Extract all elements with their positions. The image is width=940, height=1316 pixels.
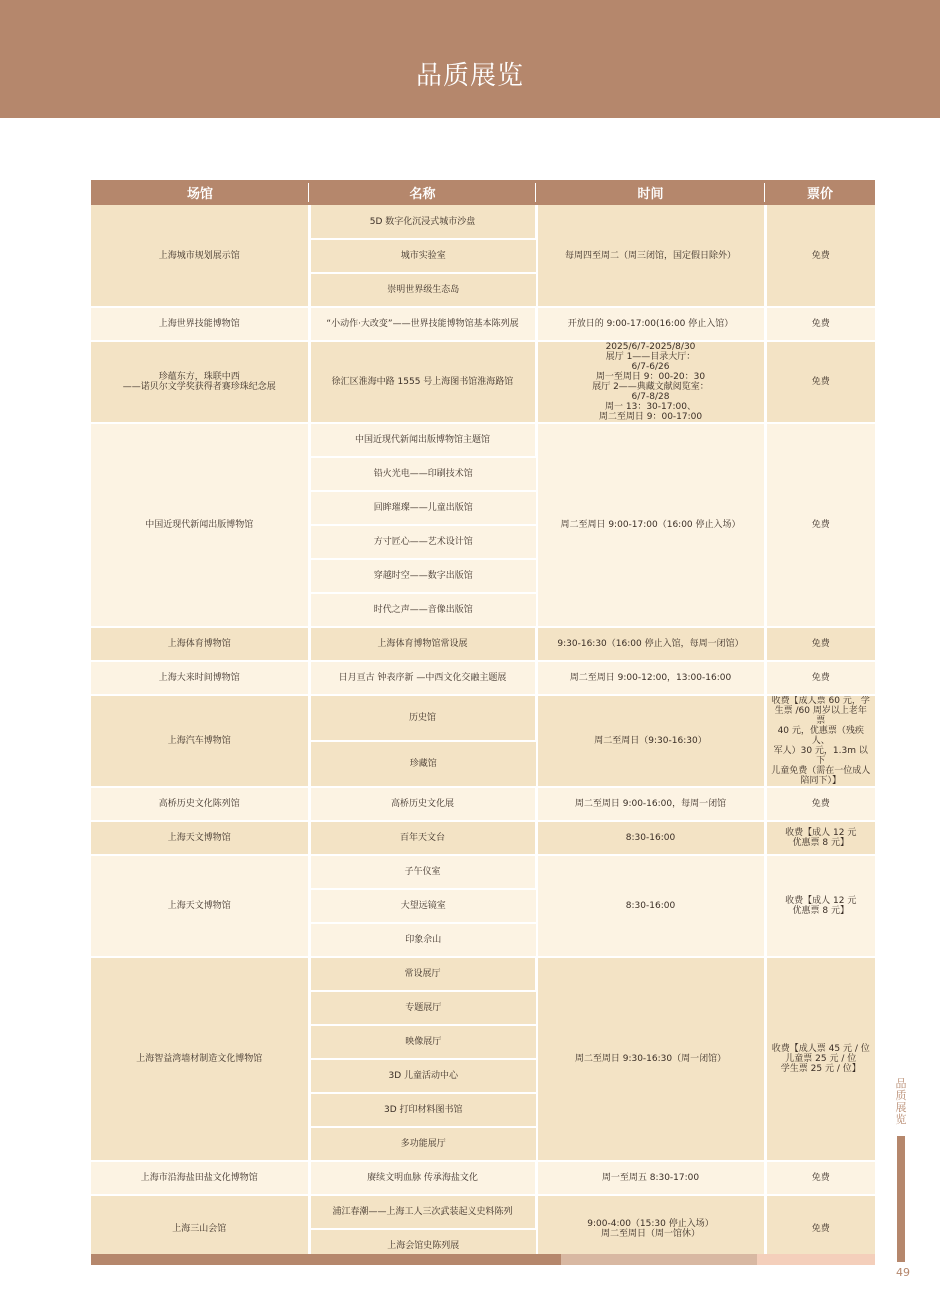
column-header-time	[536, 180, 765, 205]
exhibit-name-cell: 穿越时空——数字出版馆	[309, 559, 536, 593]
side-section-label: 品 质 展 览	[895, 1077, 907, 1126]
table-row	[91, 957, 875, 991]
price-cell: 免费	[765, 205, 875, 307]
exhibition-table	[91, 180, 875, 1264]
exhibit-name-cell: 映像展厅	[309, 1025, 536, 1059]
venue-cell: 上海市沿海盐田盐文化博物馆	[91, 1161, 309, 1195]
exhibit-name-cell: 百年天文台	[309, 821, 536, 855]
price-cell: 免费	[765, 307, 875, 341]
venue-cell: 中国近现代新闻出版博物馆	[91, 423, 309, 627]
exhibit-name-cell: 时代之声——音像出版馆	[309, 593, 536, 627]
exhibit-name-cell: 中国近现代新闻出版博物馆主题馆	[309, 423, 536, 457]
time-cell: 周二至周日 9:00-12:00，13:00-16:00	[536, 661, 765, 695]
venue-cell: 上海三山会馆	[91, 1195, 309, 1263]
exhibit-name-cell: 珍藏馆	[309, 741, 536, 787]
column-header-label: 票价	[806, 187, 833, 202]
exhibit-name-cell: 常设展厅	[309, 957, 536, 991]
exhibit-name-cell: “小动作·大改变”——世界技能博物馆基本陈列展	[309, 307, 536, 341]
exhibit-name-cell: 多功能展厅	[309, 1127, 536, 1161]
exhibit-name-cell: 铅火光电——印刷技术馆	[309, 457, 536, 491]
page-number: 49	[896, 1266, 910, 1279]
time-cell: 开放日的 9:00-17:00(16:00 停止入馆）	[536, 307, 765, 341]
table-row	[91, 205, 875, 239]
venue-cell: 上海体育博物馆	[91, 627, 309, 661]
column-header-venue	[91, 180, 309, 205]
exhibit-name-cell: 赓续文明血脉 传承海盐文化	[309, 1161, 536, 1195]
exhibit-name-cell: 印象佘山	[309, 923, 536, 957]
exhibit-name-cell: 浦江春潮——上海工人三次武装起义史料陈列	[309, 1195, 536, 1229]
price-cell: 免费	[765, 627, 875, 661]
footer-bar-dark	[91, 1254, 561, 1265]
price-cell: 收费【成人票 60 元，学 生票 /60 周岁以上老年票 40 元，优惠票（残疾人、 军人）30 元，1.3m 以下 儿童免费（需在一位成人 陪同下）】	[765, 695, 875, 787]
venue-cell: 珍蕴东方，珠联中西 ——诺贝尔文学奖获得者赛珍珠纪念展	[91, 341, 309, 423]
table-row	[91, 855, 875, 889]
table-row	[91, 341, 875, 423]
exhibit-name-cell: 回眸璀璨——儿童出版馆	[309, 491, 536, 525]
column-header-label: 时间	[637, 187, 664, 202]
time-cell: 周二至周日 9:30-16:30（周一闭馆）	[536, 957, 765, 1161]
table-row	[91, 661, 875, 695]
column-header-name	[309, 180, 536, 205]
venue-cell: 上海智益湾墙材制造文化博物馆	[91, 957, 309, 1161]
price-cell: 免费	[765, 661, 875, 695]
price-cell: 免费	[765, 1161, 875, 1195]
venue-cell: 上海天文博物馆	[91, 855, 309, 957]
table-row	[91, 1161, 875, 1195]
exhibit-name-cell: 3D 儿童活动中心	[309, 1059, 536, 1093]
table-header-row	[91, 180, 875, 205]
time-cell: 9:30-16:30（16:00 停止入馆，每周一闭馆）	[536, 627, 765, 661]
exhibit-name-cell: 历史馆	[309, 695, 536, 741]
time-cell: 周二至周日（9:30-16:30）	[536, 695, 765, 787]
time-cell: 8:30-16:00	[536, 821, 765, 855]
exhibit-name-cell: 5D 数字化沉浸式城市沙盘	[309, 205, 536, 239]
table-row	[91, 821, 875, 855]
time-cell: 周二至周日 9:00-17:00（16:00 停止入场）	[536, 423, 765, 627]
time-cell: 周一至周五 8:30-17:00	[536, 1161, 765, 1195]
exhibit-name-cell: 大望远镜室	[309, 889, 536, 923]
time-cell: 每周四至周二（周三闭馆，国定假日除外）	[536, 205, 765, 307]
table-row	[91, 695, 875, 741]
table-row	[91, 787, 875, 821]
time-cell: 周二至周日 9:00-16:00，每周一闭馆	[536, 787, 765, 821]
price-cell: 免费	[765, 341, 875, 423]
venue-cell: 上海汽车博物馆	[91, 695, 309, 787]
venue-cell: 上海大来时间博物馆	[91, 661, 309, 695]
venue-cell: 高桥历史文化陈列馆	[91, 787, 309, 821]
price-cell: 收费【成人 12 元 优惠票 8 元】	[765, 821, 875, 855]
venue-cell: 上海天文博物馆	[91, 821, 309, 855]
header-banner	[0, 0, 940, 118]
page-title: 品质展览	[415, 61, 524, 91]
exhibit-name-cell: 日月亘古 钟表序新 —中西文化交融主题展	[309, 661, 536, 695]
exhibit-name-cell: 徐汇区淮海中路 1555 号上海图书馆淮海路馆	[309, 341, 536, 423]
column-header-label: 场馆	[186, 187, 213, 202]
exhibit-name-cell: 3D 打印材料图书馆	[309, 1093, 536, 1127]
price-cell: 免费	[765, 787, 875, 821]
time-cell: 9:00-4:00（15:30 停止入场） 周二至周日（周一馆休）	[536, 1195, 765, 1263]
exhibit-name-cell: 子午仪室	[309, 855, 536, 889]
exhibit-name-cell: 上海会馆史陈列展	[309, 1229, 536, 1263]
venue-cell: 上海城市规划展示馆	[91, 205, 309, 307]
table-row	[91, 423, 875, 457]
column-header-price	[765, 180, 875, 205]
table-row	[91, 307, 875, 341]
venue-cell: 上海世界技能博物馆	[91, 307, 309, 341]
column-header-label: 名称	[409, 187, 436, 202]
exhibit-name-cell: 城市实验室	[309, 239, 536, 273]
table-row	[91, 627, 875, 661]
exhibit-name-cell: 崇明世界级生态岛	[309, 273, 536, 307]
footer-bar-light	[757, 1254, 875, 1265]
exhibit-name-cell: 专题展厅	[309, 991, 536, 1025]
exhibit-name-cell: 高桥历史文化展	[309, 787, 536, 821]
exhibit-name-cell: 上海体育博物馆常设展	[309, 627, 536, 661]
exhibit-name-cell: 方寸匠心——艺术设计馆	[309, 525, 536, 559]
price-cell: 收费【成人 12 元 优惠票 8 元】	[765, 855, 875, 957]
time-cell: 8:30-16:00	[536, 855, 765, 957]
table-row	[91, 1195, 875, 1229]
price-cell: 免费	[765, 423, 875, 627]
price-cell: 收费【成人票 45 元 / 位 儿童票 25 元 / 位 学生票 25 元 / 位】	[765, 957, 875, 1161]
footer-bar-mid	[561, 1254, 757, 1265]
side-accent-bar	[897, 1136, 905, 1262]
price-cell: 免费	[765, 1195, 875, 1263]
time-cell: 2025/6/7-2025/8/30 展厅 1——目录大厅： 6/7-6/26 周一至周日 9：00-20：30 展厅 2——典藏文献阅览室： 6/7-8/28 周一 13：30-17:00、 周二至周日 9：00-17:00	[536, 341, 765, 423]
